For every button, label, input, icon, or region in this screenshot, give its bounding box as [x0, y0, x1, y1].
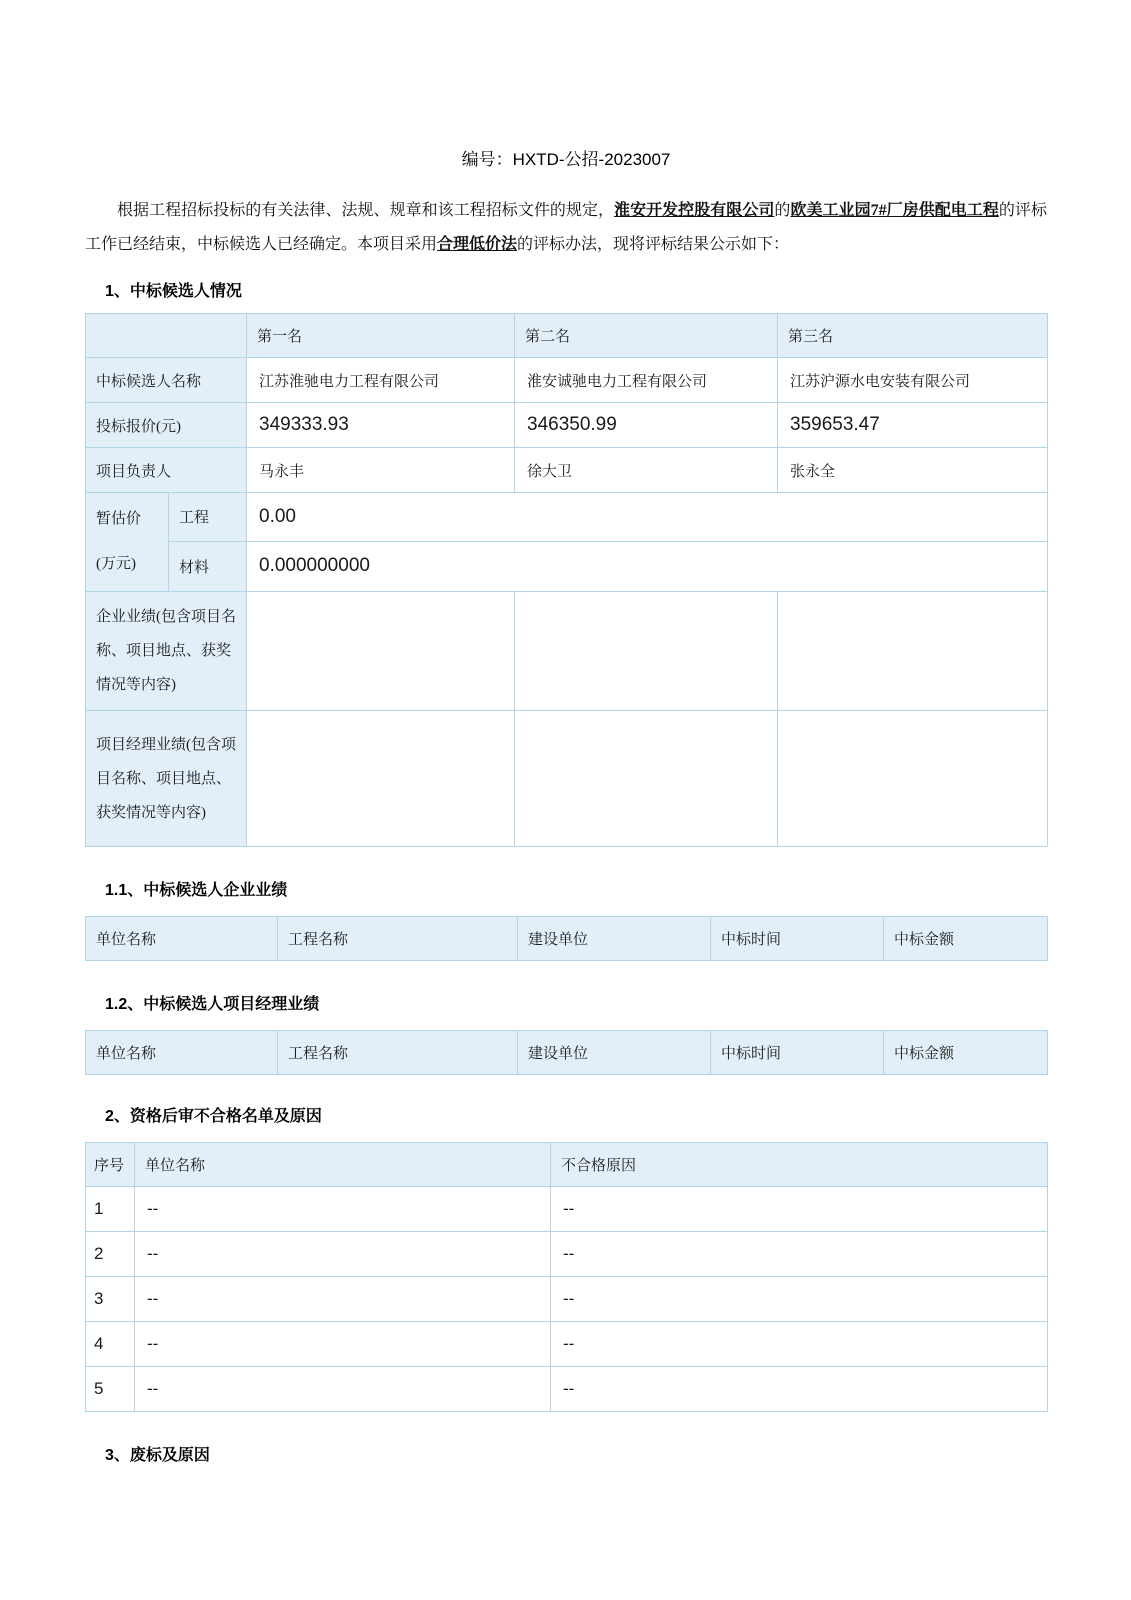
pm-performance-label: 项目经理业绩(包含项目名称、项目地点、获奖情况等内容)	[86, 711, 247, 847]
disqualify-reason: --	[551, 1232, 1048, 1277]
intro-seg2: 的	[774, 202, 791, 219]
intro-project-name: 欧美工业园7#厂房供配电工程	[790, 202, 999, 219]
candidate-name-1: 江苏淮驰电力工程有限公司	[247, 358, 515, 403]
intro-owner-name: 淮安开发控股有限公司	[614, 202, 775, 219]
company-performance-1	[247, 592, 515, 711]
project-manager-3: 张永全	[778, 448, 1048, 493]
seq-no: 2	[86, 1232, 135, 1277]
col-construction-unit: 建设单位	[518, 917, 711, 961]
table-row	[86, 1322, 1048, 1367]
provisional-mat-value: 0.000000000	[247, 541, 1048, 591]
col-unit-name: 单位名称	[86, 917, 278, 961]
seq-no: 5	[86, 1367, 135, 1412]
col-award-time: 中标时间	[711, 917, 884, 961]
seq-no: 4	[86, 1322, 135, 1367]
candidate-name-2: 淮安诚驰电力工程有限公司	[515, 358, 778, 403]
bid-price-2: 346350.99	[515, 403, 778, 448]
company-performance-label: 企业业绩(包含项目名称、项目地点、获奖情况等内容)	[86, 592, 247, 711]
table-row	[86, 1143, 1048, 1187]
col-award-amount: 中标金额	[884, 917, 1048, 961]
section1-2-heading: 1.2、中标候选人项目经理业绩	[105, 996, 320, 1013]
col-disqualify-reason: 不合格原因	[551, 1143, 1048, 1187]
bid-price-1: 349333.93	[247, 403, 515, 448]
disqualify-reason: --	[551, 1187, 1048, 1232]
table-row	[86, 711, 1048, 847]
pm-achievement-table	[85, 1030, 1048, 1075]
section1-heading: 1、中标候选人情况	[105, 283, 242, 300]
corner-cell	[86, 314, 247, 358]
col-seq-no: 序号	[86, 1143, 135, 1187]
pm-performance-1	[247, 711, 515, 847]
intro-method-name: 合理低价法	[437, 236, 518, 253]
col-award-time: 中标时间	[711, 1031, 884, 1075]
table-row	[86, 314, 1048, 358]
unit-name: --	[135, 1322, 551, 1367]
col-unit-name: 单位名称	[135, 1143, 551, 1187]
col-construction-unit: 建设单位	[518, 1031, 711, 1075]
provisional-mat-label: 材料	[169, 541, 247, 591]
table-row	[86, 1367, 1048, 1412]
table-row	[86, 1031, 1048, 1075]
doc-number: 编号：HXTD-公招-2023007	[461, 150, 671, 169]
provisional-price-label: 暂估价(万元)	[86, 493, 169, 592]
bid-price-label: 投标报价(元)	[86, 403, 247, 448]
col-award-amount: 中标金额	[884, 1031, 1048, 1075]
disqualified-table	[85, 1142, 1048, 1412]
unit-name: --	[135, 1367, 551, 1412]
seq-no: 3	[86, 1277, 135, 1322]
disqualify-reason: --	[551, 1322, 1048, 1367]
project-manager-2: 徐大卫	[515, 448, 778, 493]
unit-name: --	[135, 1232, 551, 1277]
table-row	[86, 1232, 1048, 1277]
intro-seg4: 的评标办法，现将评标结果公示如下：	[517, 236, 790, 253]
company-performance-2	[515, 592, 778, 711]
provisional-eng-label: 工程	[169, 493, 247, 542]
intro-paragraph	[85, 194, 1047, 262]
intro-seg1: 根据工程招标投标的有关法律、法规、规章和该工程招标文件的规定，	[117, 202, 615, 219]
table-row	[86, 592, 1048, 711]
candidate-name-label: 中标候选人名称	[86, 358, 247, 403]
table-row	[86, 448, 1048, 493]
table-row	[86, 1277, 1048, 1322]
section1-1-heading: 1.1、中标候选人企业业绩	[105, 882, 288, 899]
intro-seg3: 的评标工作已经结束，中标候选人已经确定。本项目采用	[85, 202, 1047, 253]
provisional-eng-value: 0.00	[247, 493, 1048, 542]
table-row	[86, 1187, 1048, 1232]
table-row	[86, 403, 1048, 448]
rank3-header-cell: 第三名	[778, 314, 1048, 358]
pm-performance-2	[515, 711, 778, 847]
col-project-name: 工程名称	[278, 917, 518, 961]
table-row	[86, 917, 1048, 961]
table-row	[86, 493, 1048, 542]
section2-heading: 2、资格后审不合格名单及原因	[105, 1108, 322, 1125]
pm-performance-3	[778, 711, 1048, 847]
seq-no: 1	[86, 1187, 135, 1232]
table-row	[86, 541, 1048, 591]
project-manager-label: 项目负责人	[86, 448, 247, 493]
candidate-name-3: 江苏沪源水电安装有限公司	[778, 358, 1048, 403]
company-performance-3	[778, 592, 1048, 711]
disqualify-reason: --	[551, 1367, 1048, 1412]
table-row	[86, 358, 1048, 403]
candidates-table	[85, 313, 1048, 847]
col-unit-name: 单位名称	[86, 1031, 278, 1075]
project-manager-1: 马永丰	[247, 448, 515, 493]
disqualify-reason: --	[551, 1277, 1048, 1322]
rank2-header-cell: 第二名	[515, 314, 778, 358]
unit-name: --	[135, 1277, 551, 1322]
rank1-header-cell: 第一名	[247, 314, 515, 358]
col-project-name: 工程名称	[278, 1031, 518, 1075]
unit-name: --	[135, 1187, 551, 1232]
company-achievement-table	[85, 916, 1048, 961]
section3-heading: 3、废标及原因	[105, 1447, 210, 1464]
bid-price-3: 359653.47	[778, 403, 1048, 448]
